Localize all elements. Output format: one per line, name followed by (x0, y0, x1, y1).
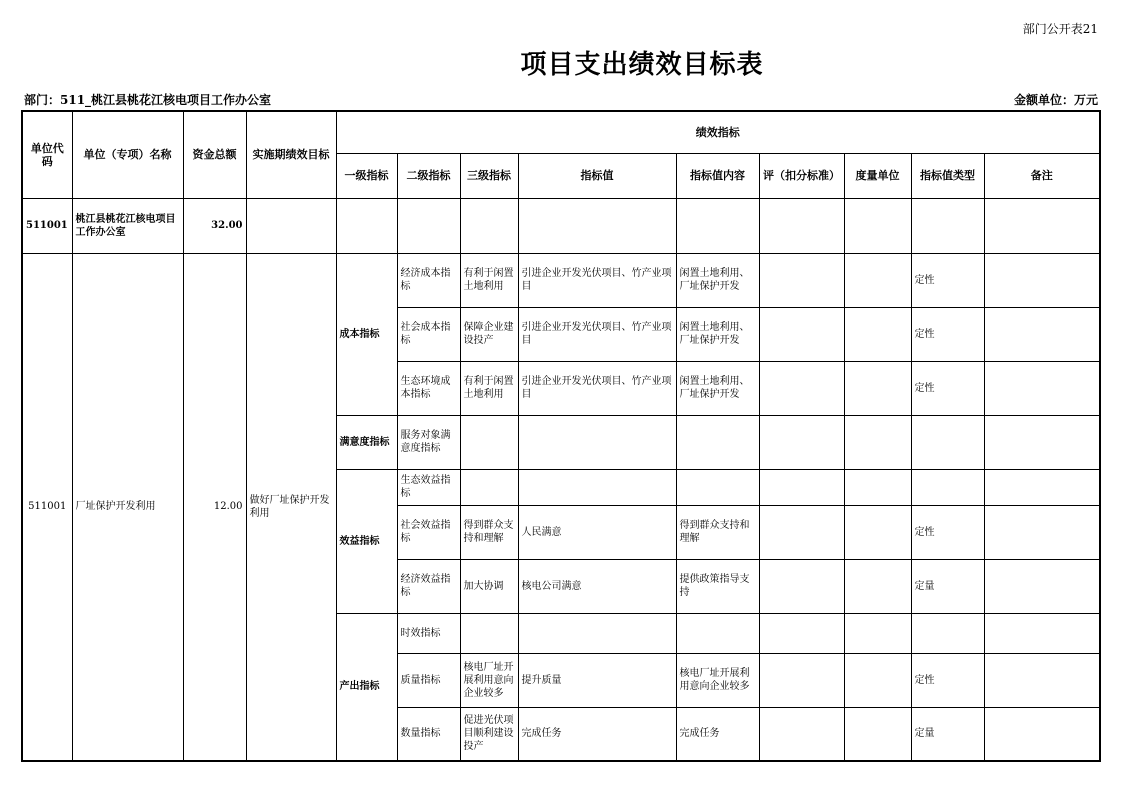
score-cell (759, 653, 844, 707)
project-amount: 12.00 (183, 253, 246, 761)
level2-cell: 生态效益指标 (397, 469, 460, 505)
value-type-cell: 定量 (911, 559, 984, 613)
summary-amount: 32.00 (183, 198, 246, 253)
measure-cell (844, 307, 911, 361)
level3-cell: 有利于闲置土地利用 (460, 361, 518, 415)
measure-cell (844, 253, 911, 307)
remark-cell (984, 415, 1100, 469)
level2-cell: 社会效益指标 (397, 505, 460, 559)
summary-code: 511001 (22, 198, 72, 253)
level1-cell: 满意度指标 (336, 415, 397, 469)
content-cell (676, 415, 759, 469)
remark-cell (984, 653, 1100, 707)
header-remark: 备注 (984, 153, 1100, 198)
measure-cell (844, 707, 911, 761)
value-cell (518, 613, 676, 653)
remark-cell (984, 505, 1100, 559)
value-type-cell: 定性 (911, 361, 984, 415)
value-type-cell: 定性 (911, 307, 984, 361)
summary-row (22, 198, 1100, 253)
measure-cell (844, 415, 911, 469)
summary-name: 桃江县桃花江核电项目工作办公室 (72, 198, 183, 253)
project-name: 厂址保护开发利用 (72, 253, 183, 761)
page-title: 项目支出绩效目标表 (520, 50, 764, 80)
value-cell: 提升质量 (518, 653, 676, 707)
value-type-cell: 定性 (911, 653, 984, 707)
header-content: 指标值内容 (676, 153, 759, 198)
value-cell: 引进企业开发光伏项目、竹产业项目 (518, 307, 676, 361)
remark-cell (984, 707, 1100, 761)
score-cell (759, 469, 844, 505)
measure-cell (844, 469, 911, 505)
value-cell: 引进企业开发光伏项目、竹产业项目 (518, 361, 676, 415)
remark-cell (984, 559, 1100, 613)
header-level2: 二级指标 (397, 153, 460, 198)
content-cell: 闲置土地利用、厂址保护开发 (676, 361, 759, 415)
level3-cell: 核电厂址开展利用意向企业较多 (460, 653, 518, 707)
value-cell (518, 415, 676, 469)
content-cell: 提供政策指导支持 (676, 559, 759, 613)
remark-cell (984, 361, 1100, 415)
content-cell: 闲置土地利用、厂址保护开发 (676, 253, 759, 307)
header-perf-indicators: 绩效指标 (336, 111, 1100, 153)
level3-cell: 促进光伏项目顺利建设投产 (460, 707, 518, 761)
header-level3: 三级指标 (460, 153, 518, 198)
value-type-cell (911, 469, 984, 505)
remark-cell (984, 469, 1100, 505)
performance-table (21, 110, 1101, 762)
header-unit-name: 单位（专项）名称 (72, 111, 183, 198)
score-cell (759, 415, 844, 469)
level1-cell: 效益指标 (336, 469, 397, 613)
measure-cell (844, 361, 911, 415)
level3-cell: 有利于闲置土地利用 (460, 253, 518, 307)
score-cell (759, 707, 844, 761)
indicator-row (22, 253, 1100, 307)
department-label: 部门：511_桃江县桃花江核电项目工作办公室 (24, 93, 272, 107)
level2-cell: 服务对象满意度指标 (397, 415, 460, 469)
value-type-cell (911, 613, 984, 653)
value-cell: 完成任务 (518, 707, 676, 761)
level1-cell: 产出指标 (336, 613, 397, 761)
level3-cell: 得到群众支持和理解 (460, 505, 518, 559)
measure-cell (844, 505, 911, 559)
level3-cell (460, 469, 518, 505)
content-cell: 闲置土地利用、厂址保护开发 (676, 307, 759, 361)
value-type-cell: 定性 (911, 253, 984, 307)
header-value-type: 指标值类型 (911, 153, 984, 198)
content-cell (676, 469, 759, 505)
header-level1: 一级指标 (336, 153, 397, 198)
level3-cell: 加大协调 (460, 559, 518, 613)
measure-cell (844, 653, 911, 707)
level2-cell: 质量指标 (397, 653, 460, 707)
value-cell: 核电公司满意 (518, 559, 676, 613)
value-cell: 人民满意 (518, 505, 676, 559)
score-cell (759, 361, 844, 415)
remark-cell (984, 253, 1100, 307)
level2-cell: 生态环境成本指标 (397, 361, 460, 415)
measure-cell (844, 613, 911, 653)
value-type-cell (911, 415, 984, 469)
summary-goal (246, 198, 336, 253)
score-cell (759, 505, 844, 559)
header-measure: 度量单位 (844, 153, 911, 198)
value-type-cell: 定性 (911, 505, 984, 559)
level1-cell: 成本指标 (336, 253, 397, 415)
remark-cell (984, 613, 1100, 653)
project-goal: 做好厂址保护开发利用 (246, 253, 336, 761)
level2-cell: 经济效益指标 (397, 559, 460, 613)
value-cell: 引进企业开发光伏项目、竹产业项目 (518, 253, 676, 307)
level2-cell: 社会成本指标 (397, 307, 460, 361)
content-cell: 完成任务 (676, 707, 759, 761)
content-cell (676, 613, 759, 653)
project-code: 511001 (22, 253, 72, 761)
level3-cell (460, 415, 518, 469)
value-type-cell: 定量 (911, 707, 984, 761)
header-unit-code: 单位代码 (22, 111, 72, 198)
level2-cell: 经济成本指标 (397, 253, 460, 307)
level3-cell: 保障企业建设投产 (460, 307, 518, 361)
remark-cell (984, 307, 1100, 361)
score-cell (759, 559, 844, 613)
value-cell (518, 469, 676, 505)
score-cell (759, 613, 844, 653)
measure-cell (844, 559, 911, 613)
amount-unit-label: 金额单位：万元 (1013, 93, 1098, 107)
content-cell: 核电厂址开展利用意向企业较多 (676, 653, 759, 707)
header-total-funds: 资金总额 (183, 111, 246, 198)
content-cell: 得到群众支持和理解 (676, 505, 759, 559)
score-cell (759, 253, 844, 307)
level2-cell: 时效指标 (397, 613, 460, 653)
header-score: 评（扣分标准） (759, 153, 844, 198)
level2-cell: 数量指标 (397, 707, 460, 761)
header-value: 指标值 (518, 153, 676, 198)
header-row-1 (22, 111, 1100, 153)
header-goal: 实施期绩效目标 (246, 111, 336, 198)
page-corner-label: 部门公开表21 (1022, 22, 1098, 36)
level3-cell (460, 613, 518, 653)
score-cell (759, 307, 844, 361)
